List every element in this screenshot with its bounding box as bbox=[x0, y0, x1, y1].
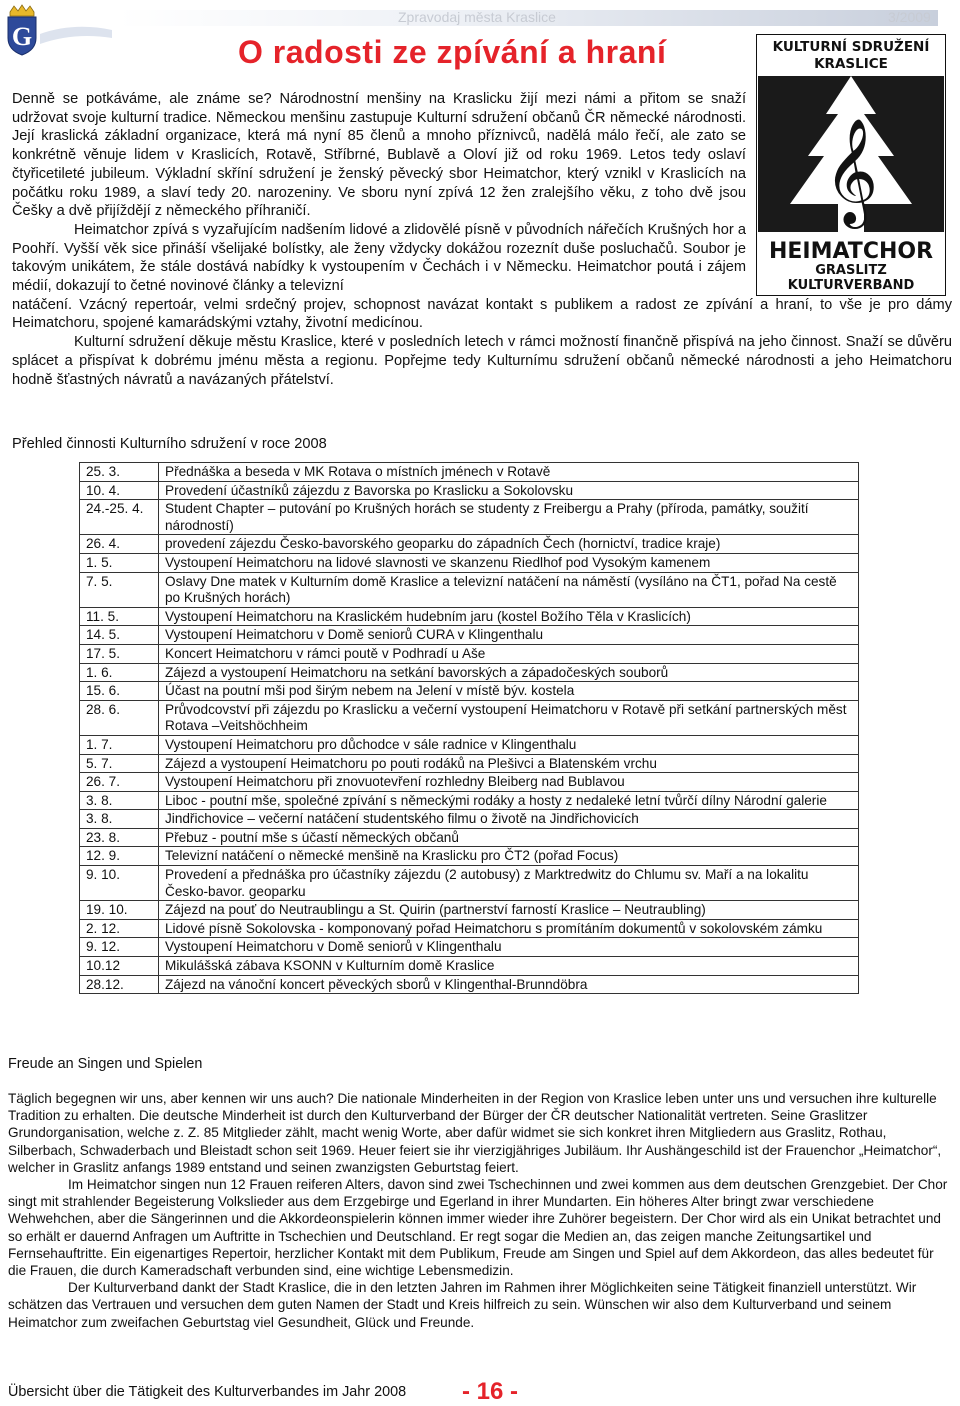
activity-description: provedení zájezdu Česko-bavorského geoparku do západních Čech (hornictví, tradice kraje) bbox=[159, 535, 859, 554]
activity-description: Televizní natáčení o německé menšině na Kraslicku pro ČT2 (pořad Focus) bbox=[159, 847, 859, 866]
activity-date: 17. 5. bbox=[80, 644, 159, 663]
activity-date: 3. 8. bbox=[80, 810, 159, 829]
czech-paragraph-2-continued: natáčení. Vzácný repertoár, velmi srdečný projev, schopnost navázat kontakt s publikem a radost ze zpívání a hraní, to vše je pro dámy Heimatchoru, spojené kamarádskými vztahy, životní medicínou. bbox=[12, 296, 952, 332]
activity-description: Zájezd a vystoupení Heimatchoru po pouti rodáků na Plešivci a Blatenském vrchu bbox=[159, 754, 859, 773]
activity-description: Zájezd na vánoční koncert pěveckých sborů v Klingenthal-Brunndöbra bbox=[159, 975, 859, 994]
table-row bbox=[80, 572, 859, 607]
activity-date: 28.12. bbox=[80, 975, 159, 994]
activity-description: Liboc - poutní mše, společné zpívání s německými rodáky a hosty z nedaleké letní tvůrčí dílny Národní galerie bbox=[159, 791, 859, 810]
german-paragraph-1: Täglich begegnen wir uns, aber kennen wir uns auch? Die nationale Minderheiten in der Region von Kraslice leben unter uns und versuchen ihre kulturelle Tradition zu erhalten. Die deutsche Minderheit ist durch den Kulturverband der Bürger der ČR deutscher Nationalität vertreten. Seine Graslitzer Grundorganisation, welche z. Z. 85 Mitglieder zählt, macht wenig Worte, aber dafür widmet sie sich konkret ihren Mitgliedern aus Graslitz, Rothau, Silberbach, Schwaderbach und Bleistadt schon seit 1969. Heuer feiert sie ihr vierzigjähriges Jubiläum. Ihr Aushängeschild ist der Frauenchor „Heimatchor“, welcher in Graslitz anfangs 1989 entstand und seinen zwanzigsten Geburtstag feiert. bbox=[8, 1091, 942, 1175]
german-heading: Freude an Singen und Spielen bbox=[8, 1056, 203, 1072]
activity-description: Mikulášská zábava KSONN v Kulturním domě Kraslice bbox=[159, 957, 859, 976]
activity-date: 2. 12. bbox=[80, 919, 159, 938]
table-row bbox=[80, 682, 859, 701]
activity-date: 26. 4. bbox=[80, 535, 159, 554]
poster-bottom-line3: KULTURVERBAND bbox=[787, 278, 915, 293]
poster-bottom-line2: GRASLITZ bbox=[815, 263, 887, 278]
issue-number: 3/2009 bbox=[888, 9, 931, 25]
activity-date: 9. 12. bbox=[80, 938, 159, 957]
table-row bbox=[80, 847, 859, 866]
czech-article bbox=[12, 90, 952, 389]
activity-description: Provedení a přednáška pro účastníky zájezdu (2 autobusy) z Marktredwitz do Chlumu sv. Maří a na lokalitu Česko-bavor. geoparku bbox=[159, 866, 859, 901]
activity-date: 23. 8. bbox=[80, 828, 159, 847]
activity-description: Vystoupení Heimatchoru pro důchodce v sále radnice v Klingenthalu bbox=[159, 735, 859, 754]
table-row bbox=[80, 791, 859, 810]
german-paragraph-3: Der Kulturverband dankt der Stadt Kraslice, die in den letzten Jahren im Rahmen ihrer Möglichkeiten seine Tätigkeit finanziell unterstützt. Wir schätzen das Vertrauen und versuchen dem guten Namen der Stadt und Kreis hilfreich zu sein. Wünschen wir also dem Kulturverband und seinem Heimatchor zum zweifachen Geburtstag viel Gesundheit, Glück und Freunde. bbox=[8, 1280, 917, 1330]
activity-date: 15. 6. bbox=[80, 682, 159, 701]
table-row bbox=[80, 901, 859, 920]
table-row bbox=[80, 975, 859, 994]
table-row bbox=[80, 535, 859, 554]
activities-table bbox=[79, 462, 859, 994]
table-row bbox=[80, 810, 859, 829]
crowned-shield-icon bbox=[4, 4, 114, 56]
activity-date: 25. 3. bbox=[80, 463, 159, 482]
activity-description: Přebuz - poutní mše s účastí německých občanů bbox=[159, 828, 859, 847]
activity-description: Vystoupení Heimatchoru na lidové slavnosti ve skanzenu Riedlhof pod Vysokým kamenem bbox=[159, 553, 859, 572]
table-row bbox=[80, 553, 859, 572]
activity-date: 1. 7. bbox=[80, 735, 159, 754]
activity-description: Vystoupení Heimatchoru v Domě seniorů CURA v Klingenthalu bbox=[159, 626, 859, 645]
activity-date: 12. 9. bbox=[80, 847, 159, 866]
activity-description: Vystoupení Heimatchoru při znovuotevření rozhledny Bleiberg nad Bublavou bbox=[159, 773, 859, 792]
activity-description: Vystoupení Heimatchoru v Domě seniorů v Klingenthalu bbox=[159, 938, 859, 957]
table-row bbox=[80, 773, 859, 792]
table-row bbox=[80, 700, 859, 735]
german-paragraph-2: Im Heimatchor singen nun 12 Frauen reiferen Alters, davon sind zwei Tschechinnen und zwei kommen aus dem deutschen Grenzgebiet. Der Chor singt mit strahlender Begeisterung Volkslieder aus dem Erzgebirge und Egerland in ihrer Mundarten. Ein höheres Alter bringt zwar verschiedene Wehwehchen, aber die Sängerinnen und die Akkordeonspielerin können immer wieder ihre Zuhörer begeistern. Der Chor wird als ein Unikat betrachtet und so erhält er dauernd Anfragen um Auftritte in Tschechien und Deutschland. Er regt sogar die Medien an, das zeigen manche Zeitungsartikel und Fernsehauftritte. Ein eigenartiges Repertoir, herzlicher Kontakt mit dem Publikum, Freude am Singen und Spiel auf dem Akkordeon, das alles bedeutet für die Frauen, die durch Kameradschaft verbunden sind, eine wichtige Lebensmedizin. bbox=[8, 1177, 948, 1279]
treble-clef-tree-icon: 𝄞 bbox=[823, 117, 879, 224]
czech-paragraph-3: Kulturní sdružení děkuje městu Kraslice, které v posledních letech v rámci možností finančně přispívá na jeho činnost. Snaží se důvěru splácet a přispívat k dobrému jménu města a regionu. Popřejme tedy Kulturnímu sdružení občanů německé národnosti a jeho Heimatchoru hodně šťastných návratů a navázaných přátelství. bbox=[12, 334, 952, 388]
poster-top-line2: KRASLICE bbox=[814, 56, 888, 72]
activity-description: Provedení účastníků zájezdu z Bavorska po Kraslicku a Sokolovsku bbox=[159, 481, 859, 500]
activity-date: 1. 5. bbox=[80, 553, 159, 572]
activity-date: 28. 6. bbox=[80, 700, 159, 735]
table-row bbox=[80, 663, 859, 682]
activity-description: Účast na poutní mši pod širým nebem na Jelení v místě býv. kostela bbox=[159, 682, 859, 701]
activity-date: 14. 5. bbox=[80, 626, 159, 645]
table-row bbox=[80, 481, 859, 500]
activity-date: 5. 7. bbox=[80, 754, 159, 773]
activity-date: 9. 10. bbox=[80, 866, 159, 901]
activity-description: Přednáška a beseda v MK Rotava o místních jménech v Rotavě bbox=[159, 463, 859, 482]
table-row bbox=[80, 644, 859, 663]
table-row bbox=[80, 607, 859, 626]
activities-heading: Přehled činnosti Kulturního sdružení v roce 2008 bbox=[12, 436, 327, 452]
activity-description: Průvodcovství při zájezdu po Kraslicku a večerní vystoupení Heimatchoru v Rotavě při setkání partnerských měst Rotava –Veitshöchheim bbox=[159, 700, 859, 735]
activity-date: 10. 4. bbox=[80, 481, 159, 500]
table-row bbox=[80, 463, 859, 482]
page-number: - 16 - bbox=[462, 1378, 519, 1405]
activity-description: Zájezd na pouť do Neutraublingu a St. Quirin (partnerství farností Kraslice – Neutraubling) bbox=[159, 901, 859, 920]
activity-description: Vystoupení Heimatchoru na Kraslickém hudebním jaru (kostel Božího Těla v Kraslicích) bbox=[159, 607, 859, 626]
activity-date: 24.-25. 4. bbox=[80, 500, 159, 535]
activity-date: 1. 6. bbox=[80, 663, 159, 682]
table-row bbox=[80, 754, 859, 773]
activity-date: 7. 5. bbox=[80, 572, 159, 607]
activity-date: 19. 10. bbox=[80, 901, 159, 920]
table-row bbox=[80, 735, 859, 754]
table-row bbox=[80, 866, 859, 901]
activity-description: Koncert Heimatchoru v rámci poutě v Podhradí u Aše bbox=[159, 644, 859, 663]
table-row bbox=[80, 938, 859, 957]
czech-paragraph-2: Heimatchor zpívá s vyzařujícím nadšením lidové a zlidovělé písně v původních nářečích Krušných hor a Poohří. Vyšší věk sice přináší všelijaké bolístky, ale ženy vždycky dokážou rozeznít duše posluchačů. Soubor je takovým unikátem, že stále dostává nabídky k vystoupením v Čechách i v Německu. Heimatchor poutá i zájem médií, dokazují to četné novinové články a televizní bbox=[12, 221, 746, 295]
activity-date: 26. 7. bbox=[80, 773, 159, 792]
activity-description: Student Chapter – putování po Krušných horách se studenty z Freibergu a Prahy (příroda, památky, soužití národností) bbox=[159, 500, 859, 535]
activity-description: Jindřichovice – večerní natáčení studentského filmu o životě na Jindřichovicích bbox=[159, 810, 859, 829]
activity-description: Lidové písně Sokolovska - komponovaný pořad Heimatchoru s promítáním dokumentů v sokolovském zámku bbox=[159, 919, 859, 938]
activity-description: Zájezd a vystoupení Heimatchoru na setkání bavorských a západočeských souborů bbox=[159, 663, 859, 682]
publication-name: Zpravodaj města Kraslice bbox=[398, 9, 556, 25]
german-activities-heading: Übersicht über die Tätigkeit des Kulturverbandes im Jahr 2008 bbox=[8, 1384, 407, 1400]
activity-date: 3. 8. bbox=[80, 791, 159, 810]
poster-top-line1: KULTURNÍ SDRUŽENÍ bbox=[772, 39, 930, 55]
table-row bbox=[80, 919, 859, 938]
poster-bottom-line1: HEIMATCHOR bbox=[768, 239, 934, 264]
table-row bbox=[80, 957, 859, 976]
table-row bbox=[80, 626, 859, 645]
german-article bbox=[8, 1090, 948, 1331]
table-row bbox=[80, 828, 859, 847]
activity-description: Oslavy Dne matek v Kulturním domě Kraslice a televizní natáčení na náměstí (vysíláno na ČT1, pořad Na cestě po Krušných horách) bbox=[159, 572, 859, 607]
page-title: O radosti ze zpívání a hraní bbox=[238, 34, 667, 70]
logo-letter: G bbox=[11, 22, 33, 51]
activity-date: 10.12 bbox=[80, 957, 159, 976]
czech-paragraph-1: Denně se potkáváme, ale známe se? Národnostní menšiny na Kraslicku žijí mezi námi a přitom se snaží udržovat svoje kulturní tradice. Německou menšinu zastupuje Kulturní sdružení občanů ČR německé národnosti. Její kraslická základní organizace, která má nyní 85 členů a mnoho příznivců, nadělá málo řečí, ale zato se konkrétně věnuje lidem v Kraslicích, Rotavě, Stříbrné, Bublavě a Oloví již od roku 1969. Letos tedy oslaví čtyřicetileté jubileum. Výkladní skříní sdružení je ženský pěvecký sbor Heimatchor, který vznikl v Kraslicích na počátku roku 1989, a slaví tedy 20. narozeniny. Ve sboru nyní zpívá 12 žen zralejšího věku, z toho dvě jsou Češky a dvě přijíždějí z německého příhraničí. bbox=[12, 91, 746, 220]
table-row bbox=[80, 500, 859, 535]
activity-date: 11. 5. bbox=[80, 607, 159, 626]
